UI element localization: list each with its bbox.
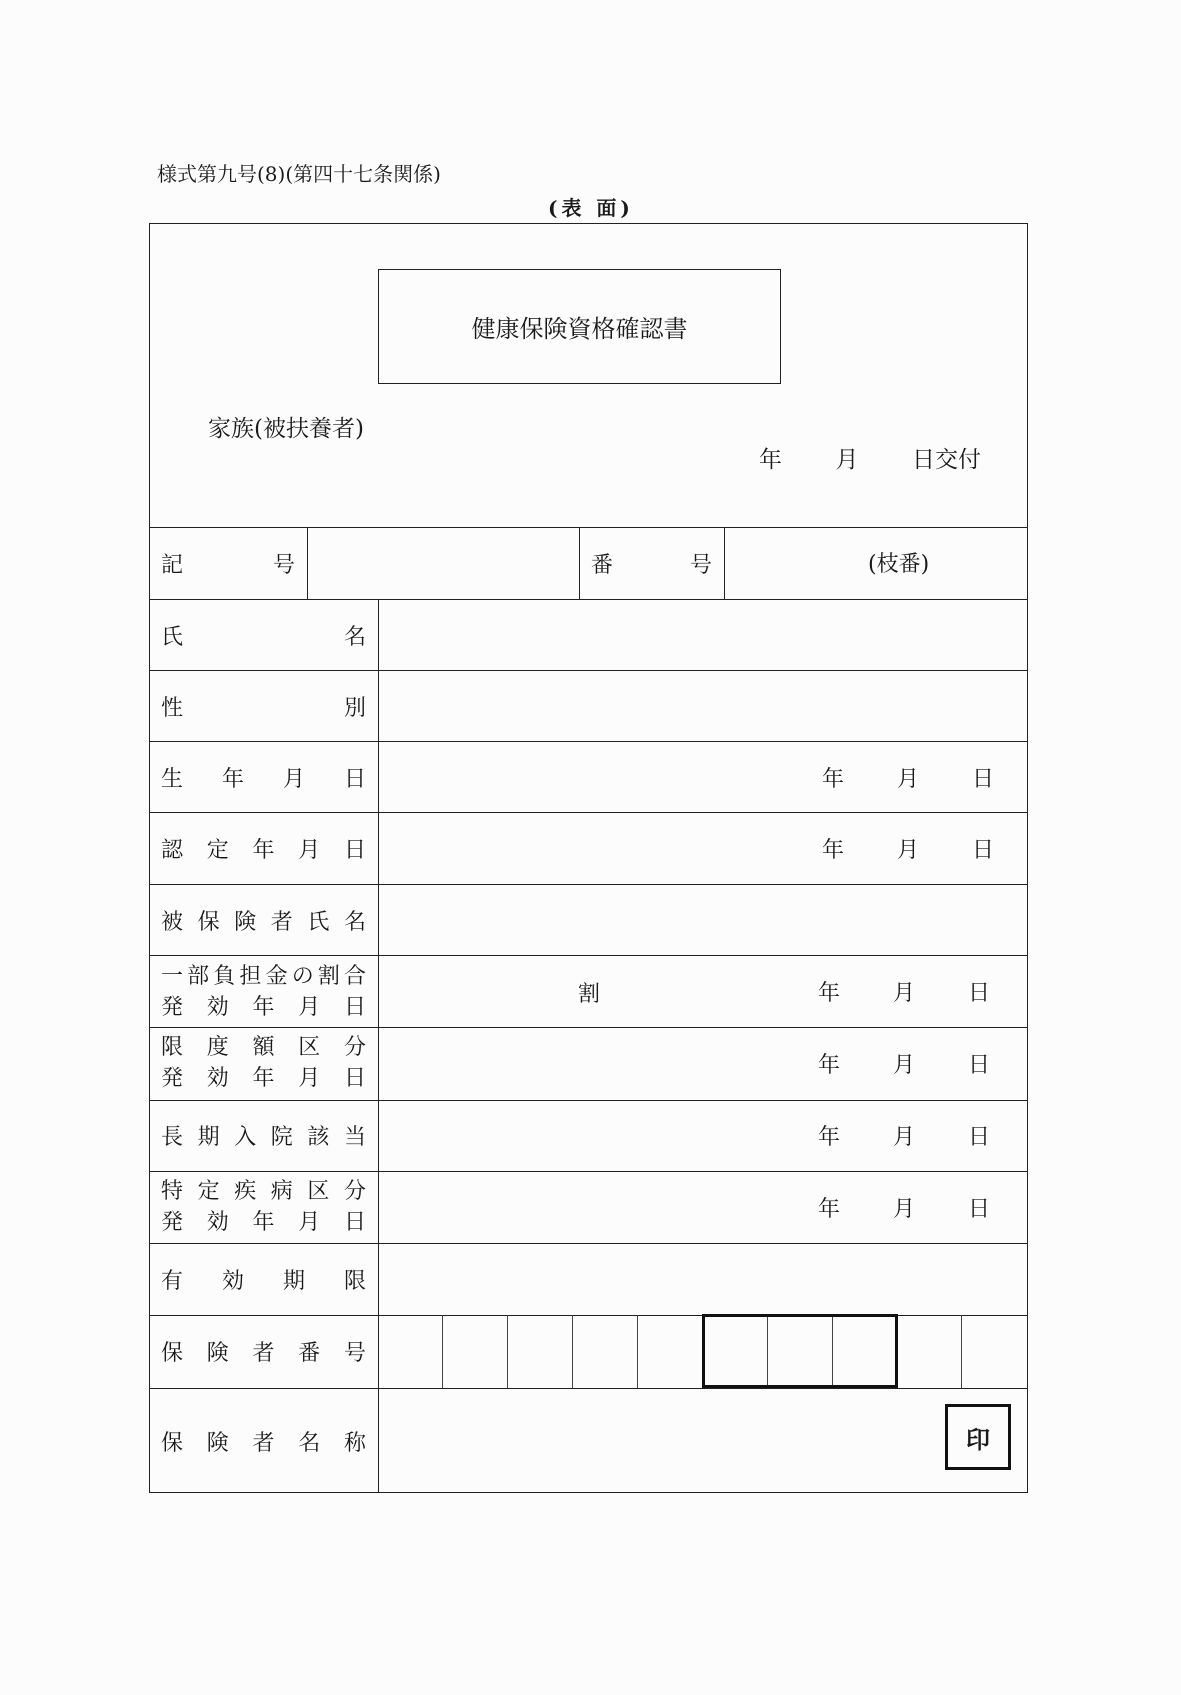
digit-cell-divider xyxy=(961,1315,962,1388)
recognition-date-fields: 年 月 日 xyxy=(822,837,994,863)
issue-year-label: 年 xyxy=(759,447,782,473)
row-label-specific-disease xyxy=(161,1174,366,1236)
divider xyxy=(378,599,379,1493)
row-label-insurer-number: 保 険 者 番 号 xyxy=(161,1340,366,1366)
family-label: 家族(被扶養者) xyxy=(208,416,364,442)
divider xyxy=(149,741,1028,742)
seal-stamp: 印 xyxy=(945,1404,1011,1470)
issue-day-label: 日交付 xyxy=(912,447,981,473)
digit-cell-divider xyxy=(507,1315,508,1388)
divider xyxy=(307,527,308,599)
label-line: 特 定 疾 病 区 分 xyxy=(161,1179,366,1204)
birthdate-fields: 年 月 日 xyxy=(822,766,994,792)
divider xyxy=(149,1100,1028,1101)
label-line: 発 効 年 月 日 xyxy=(161,1066,366,1091)
specific-disease-date-fields: 年 月 日 xyxy=(818,1196,990,1222)
digit-cell-divider xyxy=(572,1315,573,1388)
document-title: 健康保険資格確認書 xyxy=(378,269,781,384)
row-label-expiry: 有 効 期 限 xyxy=(161,1268,366,1294)
divider xyxy=(149,812,1028,813)
divider xyxy=(149,1027,1028,1028)
divider xyxy=(579,527,580,599)
issue-month-label: 月 xyxy=(835,447,859,473)
label-line: 一 部 負 担 金 の 割 合 xyxy=(161,964,366,989)
digit-cell-divider xyxy=(442,1315,443,1388)
label-line: 発 効 年 月 日 xyxy=(161,995,366,1020)
divider xyxy=(149,1388,1028,1389)
side-label: (表 面) xyxy=(548,196,634,220)
digit-cell-divider xyxy=(637,1315,638,1388)
label-line: 限 度 額 区 分 xyxy=(161,1035,366,1060)
divider xyxy=(149,884,1028,885)
issue-date xyxy=(759,441,981,474)
row-label-recognition-date: 認 定 年 月 日 xyxy=(161,837,366,863)
form-caption: 様式第九号(8)(第四十七条関係) xyxy=(157,162,441,186)
copay-ratio-unit: 割 xyxy=(578,982,601,1007)
limit-effective-date-fields: 年 月 日 xyxy=(818,1052,990,1078)
row-label-name: 氏 名 xyxy=(161,624,366,650)
edaban-label: (枝番) xyxy=(868,552,930,577)
kigo-label: 記 号 xyxy=(161,552,295,578)
row-label-insured-name: 被 保 険 者 氏 名 xyxy=(161,909,366,935)
divider xyxy=(149,955,1028,956)
row-label-copay-ratio xyxy=(161,959,366,1021)
bango-label: 番 号 xyxy=(591,552,712,578)
row-label-insurer-name: 保 険 者 名 称 xyxy=(161,1430,366,1456)
check-digit-box xyxy=(702,1314,898,1388)
divider xyxy=(149,1243,1028,1244)
divider xyxy=(149,527,1028,528)
long-hospitalization-date-fields: 年 月 日 xyxy=(818,1124,990,1150)
copay-effective-date-fields: 年 月 日 xyxy=(818,980,990,1006)
row-label-birthdate: 生 年 月 日 xyxy=(161,766,366,792)
label-line: 発 効 年 月 日 xyxy=(161,1210,366,1235)
divider xyxy=(149,670,1028,671)
divider xyxy=(149,1171,1028,1172)
row-label-long-hospitalization: 長 期 入 院 該 当 xyxy=(161,1124,366,1150)
divider xyxy=(149,599,1028,600)
row-label-sex: 性 別 xyxy=(161,695,366,721)
divider xyxy=(724,527,725,599)
row-label-limit-category xyxy=(161,1030,366,1092)
